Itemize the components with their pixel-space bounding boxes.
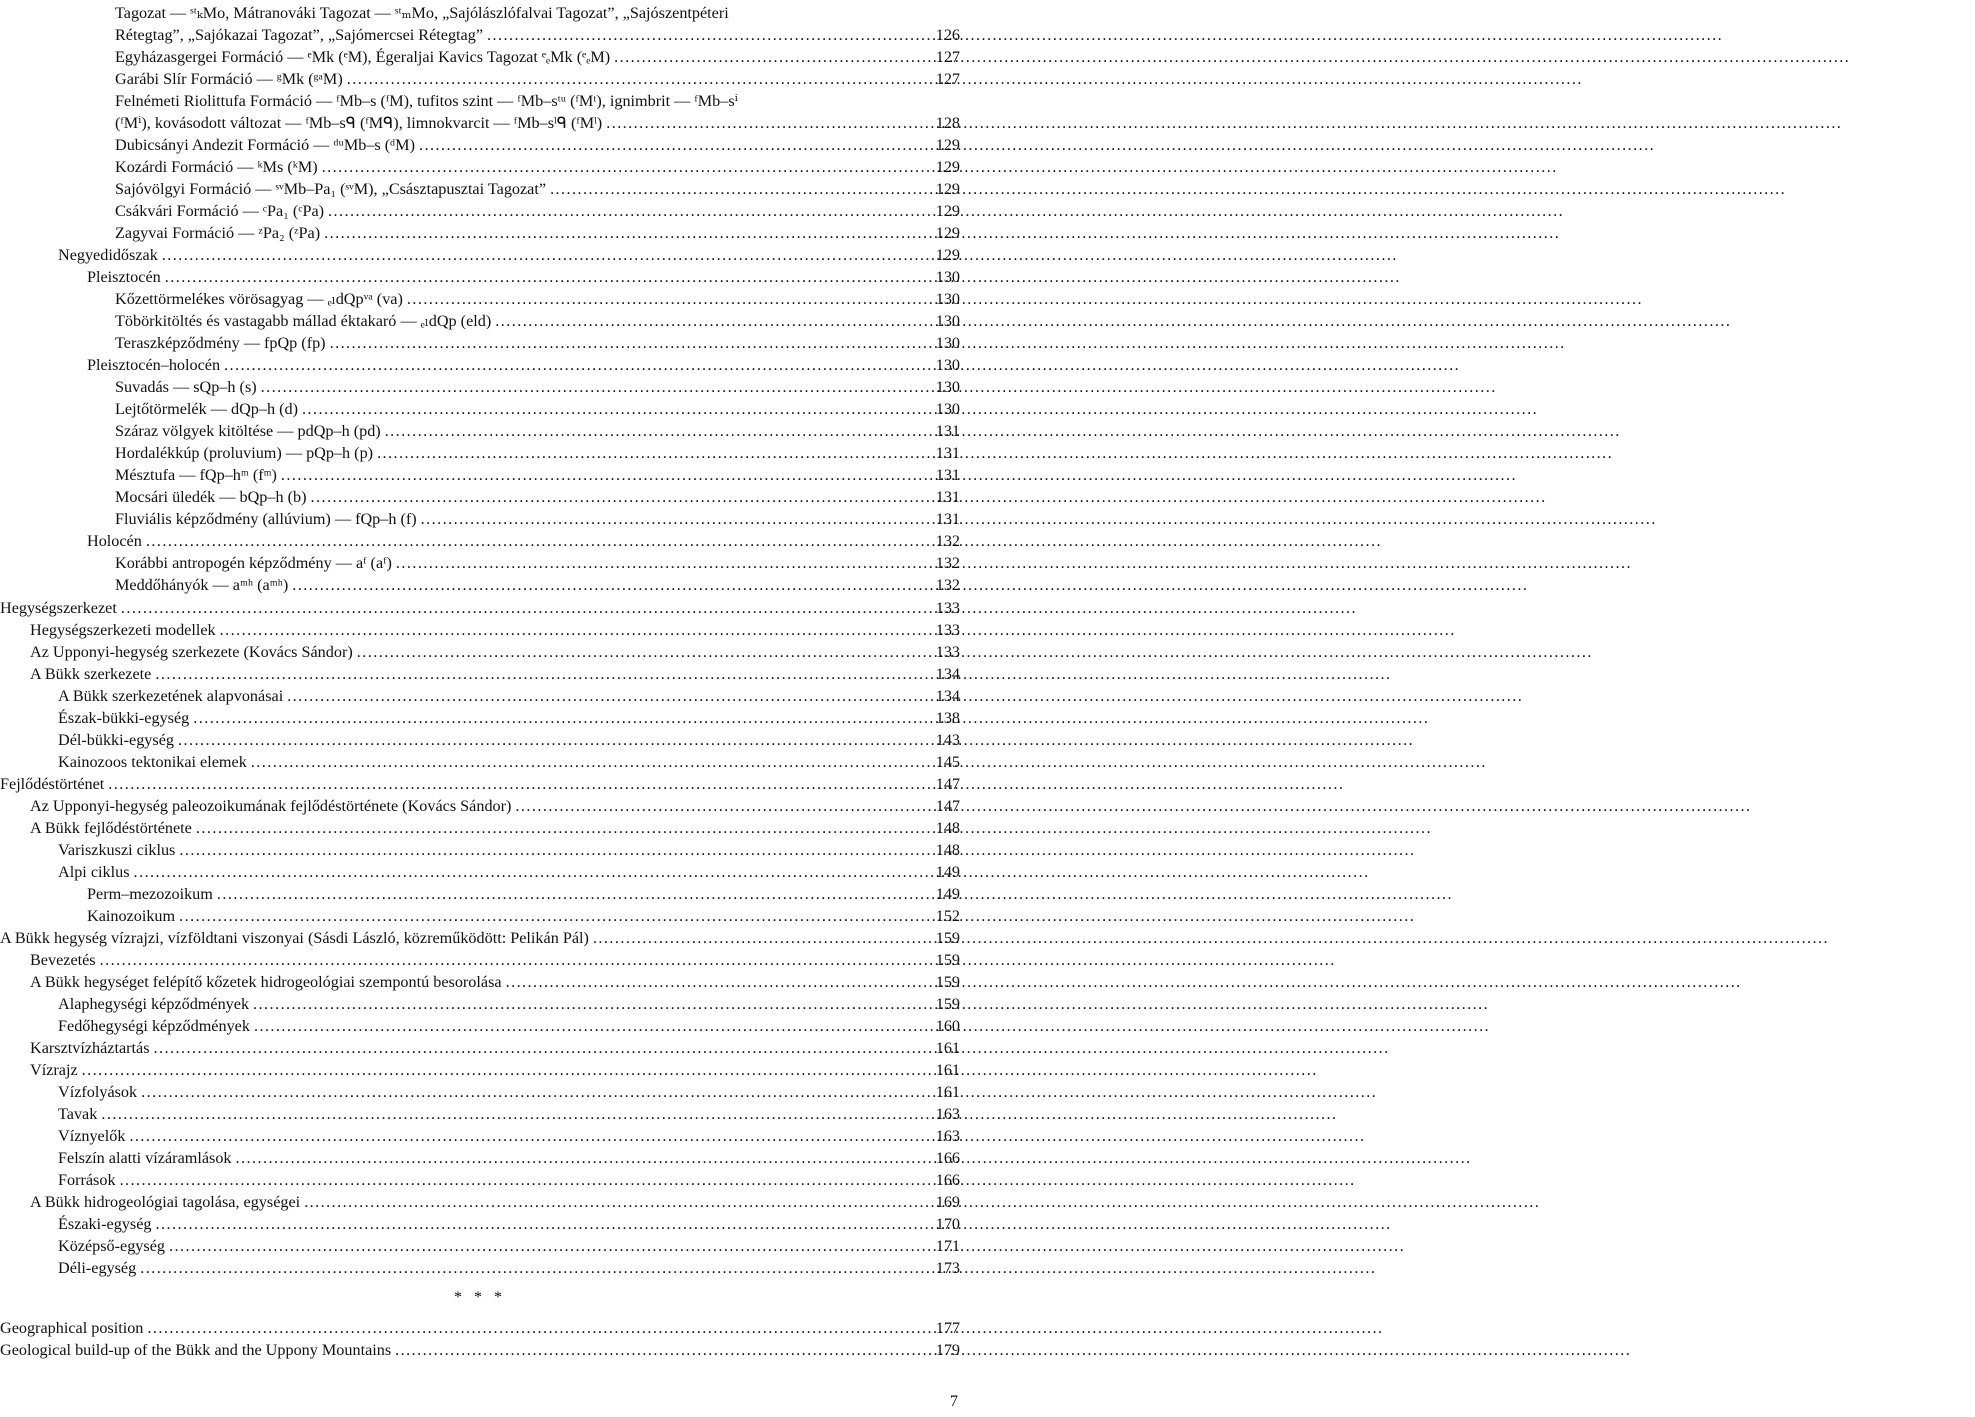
toc-entry-title: Száraz völgyek kitöltése — pdQp–h (pd) — [115, 422, 381, 440]
toc-entry-page: 166 — [935, 1171, 960, 1189]
toc-entry-page: 128 — [935, 114, 960, 132]
dot-leader — [162, 244, 924, 266]
toc-entry-page: 127 — [935, 70, 960, 88]
toc-entry-page: 159 — [935, 951, 960, 969]
toc-entry-title: Kőzettörmelékes vörösagyag — ₑₗdQpᵛᵃ (va) — [115, 290, 403, 308]
toc-entry-title: Meddőhányók — aᵐʰ (aᵐʰ) — [115, 576, 289, 594]
dot-leader — [196, 817, 924, 839]
dot-leader — [147, 1317, 924, 1339]
toc-entry[interactable] — [0, 927, 960, 949]
toc-entry-title: Geographical position — [0, 1319, 144, 1337]
toc-entry[interactable] — [0, 2, 960, 24]
dot-leader — [261, 376, 924, 398]
toc-entry[interactable] — [0, 861, 960, 883]
dot-leader — [254, 1015, 924, 1037]
toc-entry-title: Mocsári üledék — bQp–h (b) — [115, 488, 307, 506]
toc-entry[interactable] — [0, 949, 960, 971]
toc-entry-title: Dél-bükki-egység — [58, 731, 174, 749]
toc-entry-page: 147 — [935, 797, 960, 815]
toc-entry-title: A Bükk szerkezete — [30, 665, 152, 683]
toc-entry-page: 129 — [935, 246, 960, 264]
toc-entry-page: 145 — [935, 753, 960, 771]
dot-leader — [606, 112, 924, 134]
dot-leader — [292, 574, 924, 596]
dot-leader — [495, 310, 924, 332]
dot-leader — [108, 773, 924, 795]
toc-entry-title: Mésztufa — fQp–hᵐ (fᵐ) — [115, 466, 277, 484]
toc-entry[interactable] — [0, 773, 960, 795]
toc-entry-title: Középső-egység — [58, 1237, 165, 1255]
dot-leader — [100, 949, 924, 971]
toc-entry[interactable] — [0, 1191, 960, 1213]
toc-entry-title: Dubicsányi Andezit Formáció — ᵈᵘMb–s (ᵈM) — [115, 136, 415, 154]
toc-entry-page: 132 — [935, 576, 960, 594]
toc-entry-page: 170 — [935, 1215, 960, 1233]
toc-entry-title: Hegységszerkezeti modellek — [30, 621, 216, 639]
toc-entry-page: 149 — [935, 885, 960, 903]
toc-entry-title: Zagyvai Formáció — ᶻPa₂ (ᶻPa) — [115, 224, 321, 242]
toc-entry-title: A Bükk hegység vízrajzi, vízföldtani viszonyai (Sásdi László, közreműködött: Pelikán Pál) — [0, 929, 589, 947]
toc-entry-title: Rétegtag”, „Sajókazai Tagozat”, „Sajómercsei Rétegtag” — [115, 26, 484, 44]
toc-entry-page: 134 — [935, 687, 960, 705]
dot-leader — [178, 729, 924, 751]
toc-entry-page: 173 — [935, 1259, 960, 1277]
toc-entry-title: Pleisztocén — [87, 268, 161, 286]
toc-entry-page: 129 — [935, 224, 960, 242]
dot-leader — [154, 1037, 924, 1059]
toc-entry[interactable] — [0, 1015, 960, 1037]
dot-leader — [155, 663, 924, 685]
toc-entry[interactable] — [0, 178, 960, 200]
dot-leader — [419, 134, 924, 156]
dot-leader — [377, 442, 924, 464]
toc-entry-page: 126 — [935, 26, 960, 44]
toc-entry-page: 161 — [935, 1039, 960, 1057]
toc-entry-page: 149 — [935, 863, 960, 881]
dot-leader — [357, 641, 924, 663]
toc-entry-page: 177 — [935, 1319, 960, 1337]
toc-entry-title: Az Upponyi-hegység szerkezete (Kovács Sándor) — [30, 643, 353, 661]
toc-entry[interactable] — [0, 1059, 960, 1081]
toc-entry-page: 161 — [935, 1083, 960, 1101]
toc-entry-title: Bevezetés — [30, 951, 96, 969]
dot-leader — [82, 1059, 924, 1081]
toc-entry[interactable] — [0, 244, 960, 266]
toc-entry-page: 131 — [935, 488, 960, 506]
toc-entry[interactable] — [0, 354, 960, 376]
toc-entry-page: 159 — [935, 929, 960, 947]
toc-entry-title: Garábi Slír Formáció — ᵍMk (ᵍᵃM) — [115, 70, 343, 88]
dot-leader — [179, 905, 924, 927]
dot-leader — [169, 1235, 924, 1257]
dot-leader — [253, 993, 924, 1015]
dot-leader — [515, 795, 924, 817]
toc-entry-title: Korábbi antropogén képződmény — aᶠ (aᶠ) — [115, 554, 392, 572]
dot-leader — [385, 420, 924, 442]
toc-entry[interactable] — [0, 398, 960, 420]
toc-entry-title: A Bükk fejlődéstörténete — [30, 819, 192, 837]
toc-entry-title: Észak-bükki-egység — [58, 709, 190, 727]
toc-entry[interactable] — [0, 156, 960, 178]
dot-leader — [140, 1257, 924, 1279]
toc-entry-page: 179 — [935, 1341, 960, 1359]
toc-entry-title: Csákvári Formáció — ᶜPa₁ (ᶜPa) — [115, 202, 325, 220]
toc-entry[interactable] — [0, 905, 960, 927]
dot-leader — [506, 971, 924, 993]
toc-entry[interactable] — [0, 134, 960, 156]
toc-entry[interactable] — [0, 1037, 960, 1059]
toc-entry-title: Geological build-up of the Bükk and the Uppony Mountains — [0, 1341, 392, 1359]
toc-entry-page: 129 — [935, 202, 960, 220]
dot-leader — [324, 222, 924, 244]
dot-leader — [217, 883, 924, 905]
toc-entry-page: 166 — [935, 1149, 960, 1167]
toc-entry-page: 134 — [935, 665, 960, 683]
dot-leader — [614, 46, 924, 68]
toc-entry-page: 131 — [935, 422, 960, 440]
toc-entry-title: Egyházasgergei Formáció — ᵉMk (ᵉM), Égeraljai Kavics Tagozat ᵉₑMk (ᵉₑM) — [115, 48, 611, 66]
toc-entry-title: Töbörkitöltés és vastagabb mállad éktakaró — ₑₗdQp (eld) — [115, 312, 492, 330]
toc-entry[interactable] — [0, 552, 960, 574]
toc-entry-page: 159 — [935, 973, 960, 991]
toc-entry-page: 130 — [935, 378, 960, 396]
toc-entry-title: Felszín alatti vízáramlások — [58, 1149, 232, 1167]
toc-entry-page: 133 — [935, 599, 960, 617]
dot-leader — [302, 398, 924, 420]
toc-entry-page: 148 — [935, 819, 960, 837]
toc-entry-title: A Bükk hidrogeológiai tagolása, egységei — [30, 1193, 301, 1211]
dot-leader — [593, 927, 924, 949]
toc-entry-page: 131 — [935, 444, 960, 462]
toc-entry[interactable] — [0, 420, 960, 442]
toc-entry-page: 132 — [935, 532, 960, 550]
toc-entry[interactable] — [0, 685, 960, 707]
toc-entry-title: Perm–mezozoikum — [87, 885, 213, 903]
toc-entry-title: Sajóvölgyi Formáció — ˢᵛMb–Pa₁ (ˢᵛM), „Császtapusztai Tagozat” — [115, 180, 547, 198]
dot-leader — [134, 861, 925, 883]
dot-leader — [101, 1103, 924, 1125]
dot-leader — [550, 178, 924, 200]
toc-entry-page: 130 — [935, 290, 960, 308]
toc-entry-title: Alaphegységi képződmények — [58, 995, 250, 1013]
toc-entry[interactable] — [0, 90, 960, 112]
toc-entry-title: Teraszképződmény — fpQp (fp) — [115, 334, 326, 352]
toc-entry-title: Az Upponyi-hegység paleozoikumának fejlődéstörténete (Kovács Sándor) — [30, 797, 512, 815]
toc-entry-page: 130 — [935, 312, 960, 330]
toc-entry[interactable] — [0, 1103, 960, 1125]
toc-entry-title: (ᶠMⁱ), kovásodott változat — ᶠMb–sᑫ (ᶠMᑫ), limnokvarcit — ᶠMb–sˡᑫ (ᶠMˡ) — [115, 114, 603, 132]
toc-entry-page: 143 — [935, 731, 960, 749]
toc-entry[interactable] — [0, 68, 960, 90]
toc-entry[interactable] — [0, 663, 960, 685]
dot-leader — [179, 839, 924, 861]
page-number: 7 — [950, 1393, 958, 1410]
dot-leader — [224, 354, 924, 376]
toc-entry[interactable] — [0, 597, 960, 619]
toc-entry-page: 152 — [935, 907, 960, 925]
toc-entry[interactable] — [0, 530, 960, 552]
toc-entry-title: Kainozoos tektonikai elemek — [58, 753, 247, 771]
toc-entry[interactable] — [0, 376, 960, 398]
toc-entry[interactable] — [0, 1125, 960, 1147]
toc-entry-title: Pleisztocén–holocén — [87, 356, 221, 374]
toc-entry[interactable] — [0, 1317, 960, 1339]
toc-entry[interactable] — [0, 1213, 960, 1235]
dot-leader — [193, 707, 924, 729]
toc-entry-title: Tagozat — ˢᵗₖMo, Mátranováki Tagozat — ˢᵗₘMo, „Sajólászlófalvai Tagozat”, „Sajószentpéteri — [115, 4, 729, 22]
toc-entry[interactable] — [0, 200, 960, 222]
toc-entry[interactable] — [0, 486, 960, 508]
toc-entry-title: Kainozoikum — [87, 907, 176, 925]
toc-entry[interactable] — [0, 266, 960, 288]
dot-leader — [156, 1213, 925, 1235]
toc-entry-page: 169 — [935, 1193, 960, 1211]
toc-entry-title: Északi-egység — [58, 1215, 152, 1233]
toc-entry[interactable] — [0, 508, 960, 530]
toc-entry[interactable] — [0, 288, 960, 310]
toc-entry[interactable] — [0, 641, 960, 663]
toc-entry[interactable] — [0, 112, 960, 134]
toc-entry-title: Karsztvízháztartás — [30, 1039, 150, 1057]
dot-leader — [330, 332, 924, 354]
toc-entry-page: 163 — [935, 1127, 960, 1145]
toc-entry-title: Források — [58, 1171, 116, 1189]
dot-leader — [322, 156, 924, 178]
toc-entry[interactable] — [0, 332, 960, 354]
toc-entry-title: Fluviális képződmény (allúvium) — fQp–h (f) — [115, 510, 417, 528]
toc-entry-page: 163 — [935, 1105, 960, 1123]
toc-entry-title: Hordalékkúp (proluvium) — pQp–h (p) — [115, 444, 374, 462]
toc-entry-title: Suvadás — sQp–h (s) — [115, 378, 257, 396]
toc-entry-page: 147 — [935, 775, 960, 793]
toc-entry-page: 133 — [935, 621, 960, 639]
toc-entry-page: 129 — [935, 180, 960, 198]
toc-entry[interactable] — [0, 442, 960, 464]
toc-entry-title: Holocén — [87, 532, 142, 550]
toc-entry-title: Déli-egység — [58, 1259, 137, 1277]
toc-entry[interactable] — [0, 817, 960, 839]
dot-leader — [328, 200, 924, 222]
toc-entry-page: 133 — [935, 643, 960, 661]
section-separator: * * * — [454, 1289, 506, 1306]
toc-entry-title: Negyedidőszak — [58, 246, 158, 264]
dot-leader — [146, 530, 924, 552]
dot-leader — [121, 597, 924, 619]
dot-leader — [487, 24, 924, 46]
toc-entry[interactable] — [0, 993, 960, 1015]
toc-entry[interactable] — [0, 729, 960, 751]
dot-leader — [120, 1169, 924, 1191]
toc-entry-title: Kozárdi Formáció — ᵏMs (ᵏM) — [115, 158, 318, 176]
toc-entry[interactable] — [0, 619, 960, 641]
toc-entry-page: 148 — [935, 841, 960, 859]
dot-leader — [141, 1081, 924, 1103]
toc-entry-page: 138 — [935, 709, 960, 727]
toc-entry-page: 130 — [935, 356, 960, 374]
dot-leader — [287, 685, 924, 707]
toc-entry-title: Felnémeti Riolittufa Formáció — ᶠMb–s (ᶠM), tufitos szint — ᶠMb–sᵗᵘ (ᶠMᵗ), ignimbrit — ᶠMb–sⁱ — [115, 92, 738, 110]
dot-leader — [251, 751, 924, 773]
toc-entry[interactable] — [0, 464, 960, 486]
toc-entry-page: 131 — [935, 510, 960, 528]
toc-entry-page: 161 — [935, 1061, 960, 1079]
toc-entry[interactable] — [0, 883, 960, 905]
toc-entry[interactable] — [0, 46, 960, 68]
dot-leader — [407, 288, 924, 310]
dot-leader — [129, 1125, 924, 1147]
toc-entry-title: Tavak — [58, 1105, 98, 1123]
toc-entry-title: Vízrajz — [30, 1061, 78, 1079]
dot-leader — [396, 552, 924, 574]
dot-leader — [281, 464, 924, 486]
toc-entry[interactable] — [0, 1257, 960, 1279]
toc-entry-page: 130 — [935, 400, 960, 418]
toc-entry[interactable] — [0, 1235, 960, 1257]
dot-leader — [236, 1147, 924, 1169]
dot-leader — [220, 619, 924, 641]
toc-entry[interactable] — [0, 707, 960, 729]
toc-entry-page: 129 — [935, 136, 960, 154]
toc-entry-page: 171 — [935, 1237, 960, 1255]
toc-entry[interactable] — [0, 1147, 960, 1169]
toc-entry-title: Alpi ciklus — [58, 863, 130, 881]
toc-entry-title: Variszkuszi ciklus — [58, 841, 176, 859]
toc-entry[interactable] — [0, 839, 960, 861]
toc-entry[interactable] — [0, 1339, 960, 1361]
toc-entry[interactable] — [0, 795, 960, 817]
toc-entry-page: 131 — [935, 466, 960, 484]
toc-entry[interactable] — [0, 222, 960, 244]
toc-entry-title: Fejlődéstörténet — [0, 775, 105, 793]
dot-leader — [347, 68, 924, 90]
toc-entry-page: 160 — [935, 1017, 960, 1035]
dot-leader — [304, 1191, 924, 1213]
toc-entry-page: 130 — [935, 268, 960, 286]
toc-entry-page: 129 — [935, 158, 960, 176]
dot-leader — [311, 486, 924, 508]
dot-leader — [421, 508, 924, 530]
toc-entry-title: Fedőhegységi képződmények — [58, 1017, 250, 1035]
toc-entry[interactable] — [0, 574, 960, 596]
toc-entry-page: 130 — [935, 334, 960, 352]
toc-entry[interactable] — [0, 1081, 960, 1103]
toc-entry[interactable] — [0, 310, 960, 332]
toc-entry-page: 127 — [935, 48, 960, 66]
toc-entry[interactable] — [0, 24, 960, 46]
toc-entry-page: 132 — [935, 554, 960, 572]
toc-entry-title: Hegységszerkezet — [0, 599, 117, 617]
dot-leader — [395, 1339, 924, 1361]
toc-entry[interactable] — [0, 1169, 960, 1191]
toc-entry-title: A Bükk hegységet felépítő kőzetek hidrogeológiai szempontú besorolása — [30, 973, 502, 991]
toc-entry-title: Víznyelők — [58, 1127, 126, 1145]
toc-entry-title: Lejtőtörmelék — dQp–h (d) — [115, 400, 298, 418]
toc-entry-page: 159 — [935, 995, 960, 1013]
toc-entry-title: A Bükk szerkezetének alapvonásai — [58, 687, 284, 705]
toc-entry[interactable] — [0, 751, 960, 773]
toc-entry-title: Vízfolyások — [58, 1083, 138, 1101]
toc-entry[interactable] — [0, 971, 960, 993]
dot-leader — [165, 266, 924, 288]
